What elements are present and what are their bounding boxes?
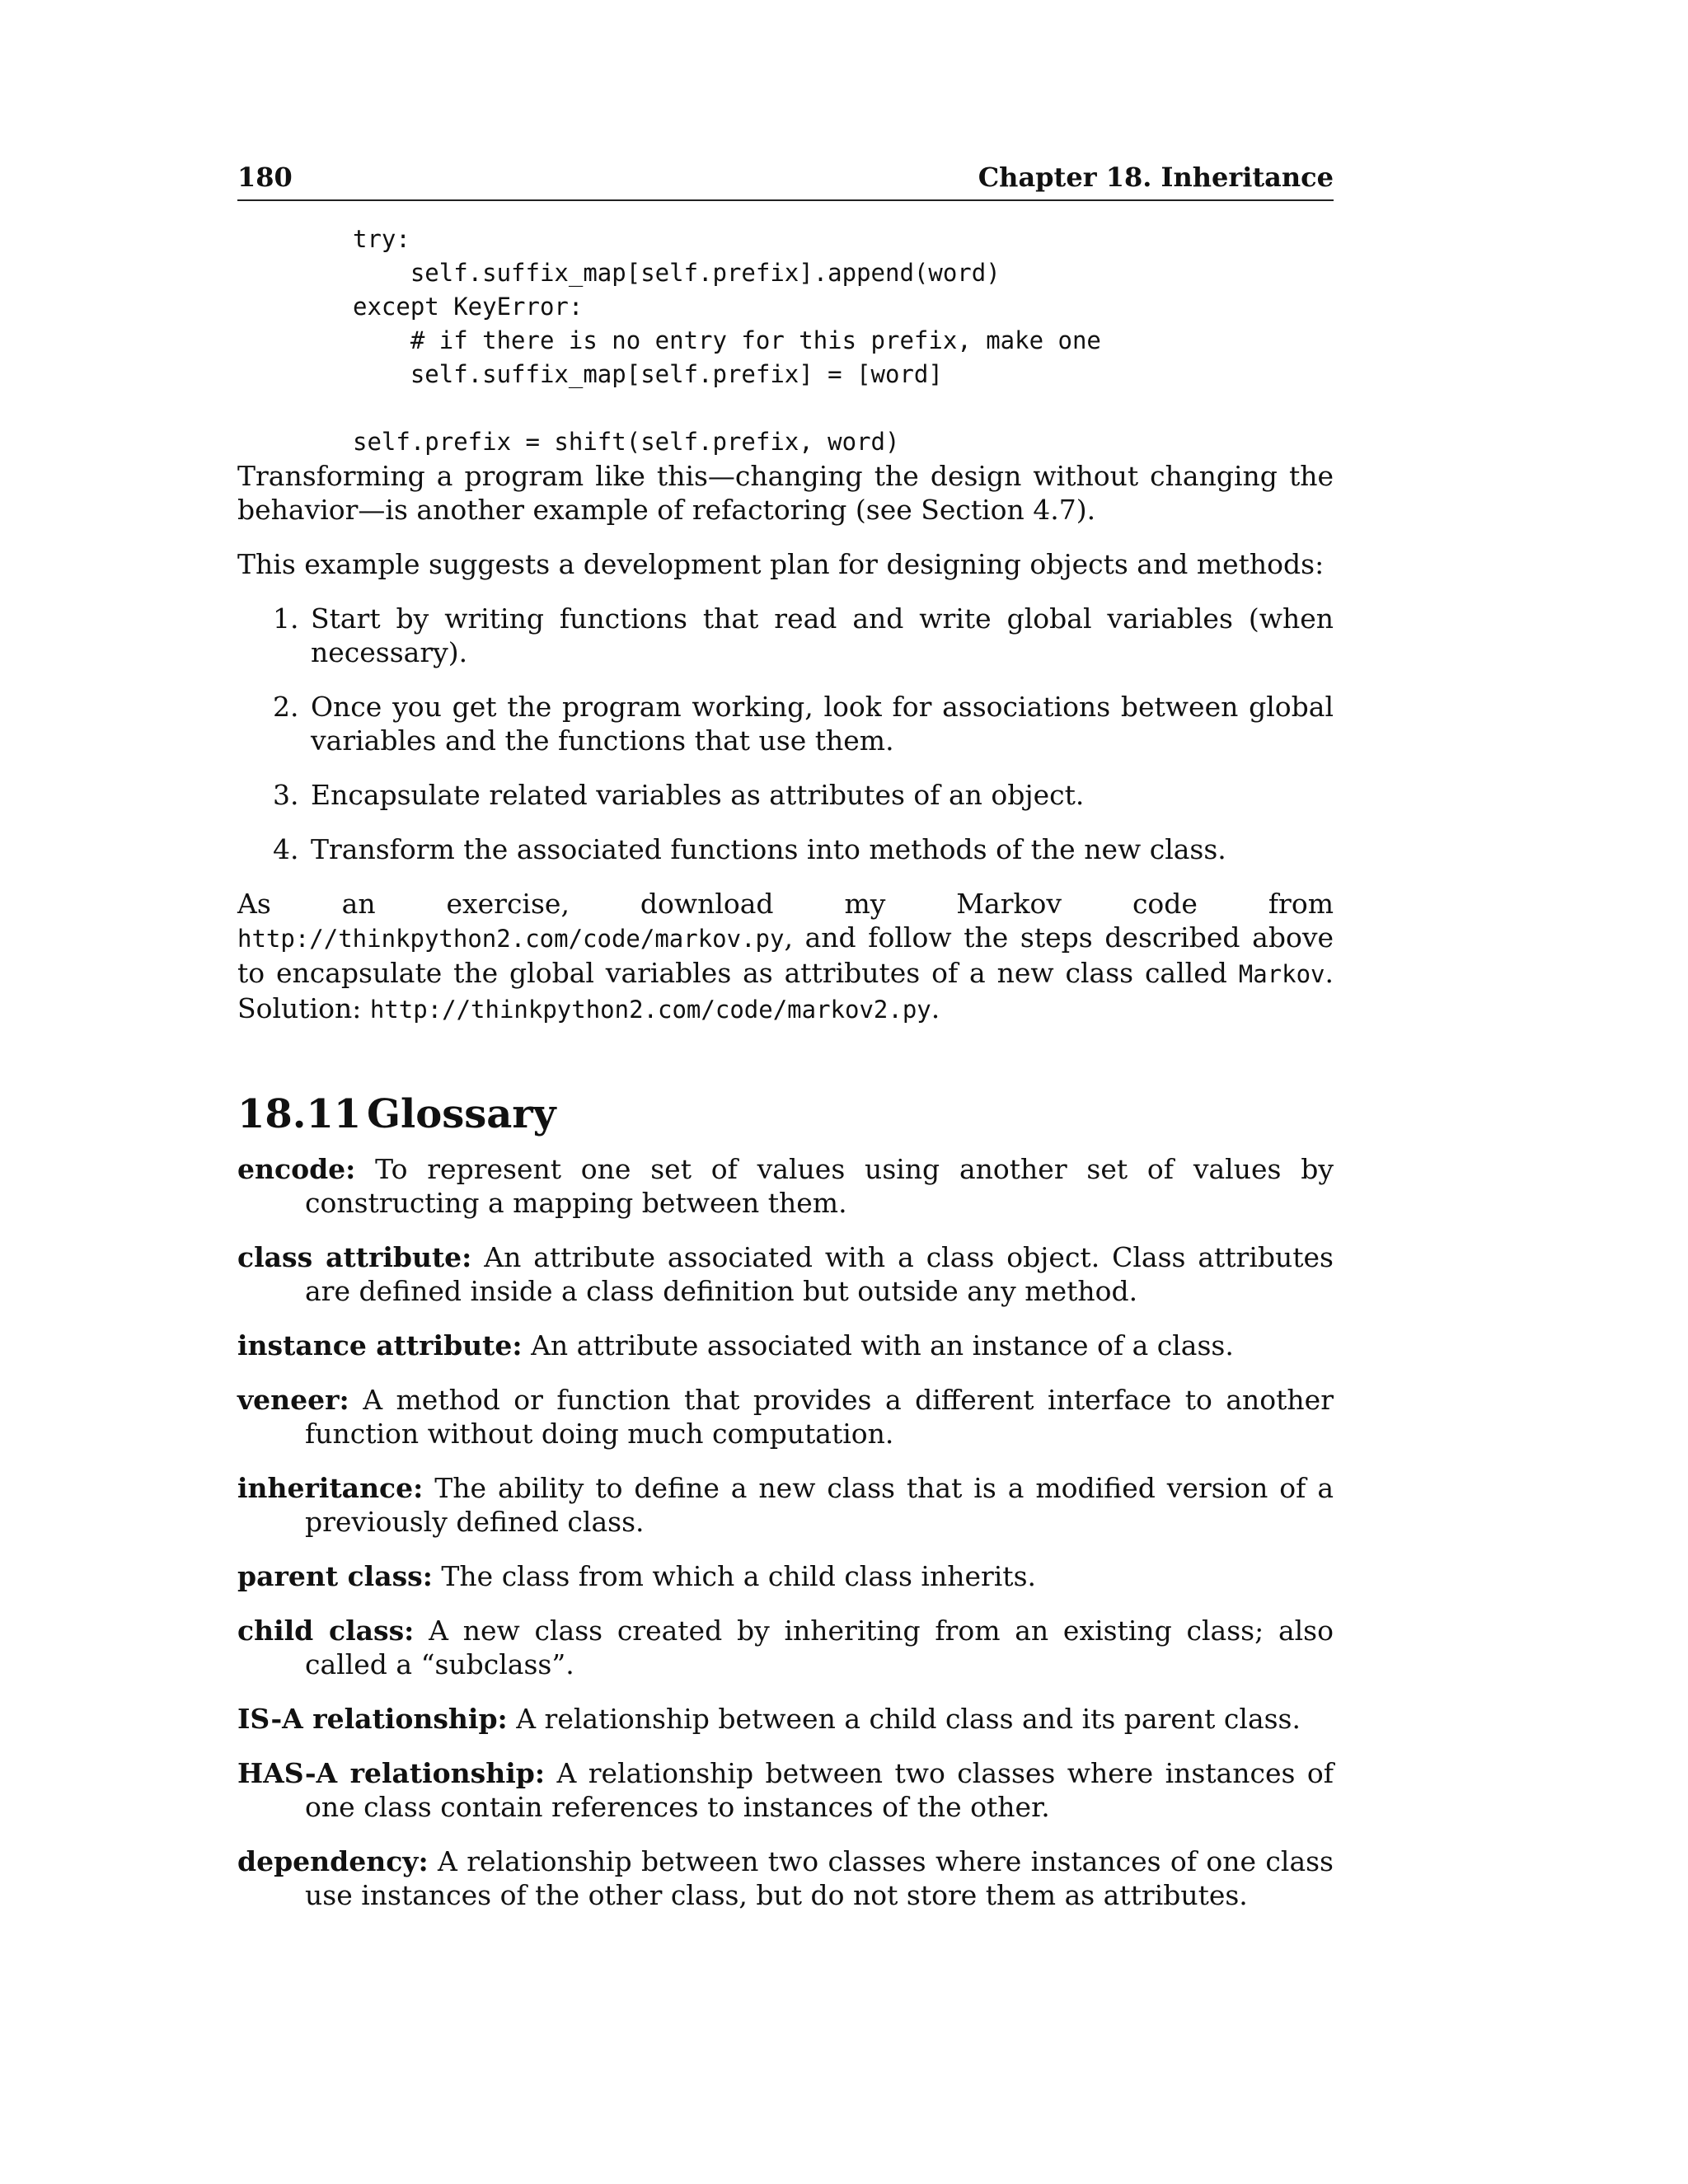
page-number: 180 [237, 162, 293, 193]
glossary-entry [237, 1329, 1334, 1362]
glossary-entry [237, 1559, 1334, 1593]
development-plan-list [237, 602, 1334, 866]
list-item: 3. Encapsulate related variables as attributes of an object. [307, 778, 1334, 812]
glossary-definition: An attribute associated with an instance of a class. [531, 1329, 1234, 1361]
exercise-text: As an exercise, download my Markov code from [237, 888, 1334, 920]
paragraph-refactoring: Transforming a program like this—changing the design without changing the behavior—is another example of refactoring (see Section 4.7). [237, 460, 1334, 526]
code-line: self.suffix_map[self.prefix] = [word] [353, 360, 943, 388]
code-line: self.prefix = shift(self.prefix, word) [353, 428, 900, 456]
glossary-term: dependency: [237, 1845, 429, 1877]
glossary-term: class attribute: [237, 1241, 472, 1273]
code-line: try: [353, 225, 410, 253]
glossary-term: instance attribute: [237, 1329, 523, 1361]
section-title: Glossary [367, 1091, 556, 1137]
glossary-definition: The class from which a child class inherits. [441, 1560, 1036, 1592]
markov-code-link[interactable]: http://thinkpython2.com/code/markov.py [237, 925, 785, 953]
class-name-code: Markov [1238, 960, 1325, 988]
paragraph-exercise [237, 887, 1334, 1027]
glossary-definition: To represent one set of values using another set of values by constructing a mapping between them. [305, 1153, 1334, 1219]
book-page [237, 161, 1334, 1933]
list-item: 1. Start by writing functions that read and write global variables (when necessary). [307, 602, 1334, 669]
glossary-term: inheritance: [237, 1472, 424, 1504]
exercise-text: , and follow the steps described above to encapsulate the global variables as attributes of a new class called [237, 921, 1334, 989]
paragraph-plan-intro: This example suggests a development plan for designing objects and methods: [237, 548, 1325, 580]
glossary-term: child class: [237, 1615, 415, 1647]
glossary-term: encode: [237, 1153, 356, 1185]
glossary-definition: A relationship between two classes where instances of one class use instances of the other class, but do not store them as attributes. [305, 1845, 1334, 1911]
glossary-list [237, 1152, 1334, 1912]
solution-link[interactable]: http://thinkpython2.com/code/markov2.py [369, 996, 931, 1024]
exercise-text: . [931, 992, 940, 1024]
section-heading [237, 1091, 1334, 1137]
code-line: # if there is no entry for this prefix, make one [353, 326, 1101, 354]
glossary-definition: An attribute associated with a class object. Class attributes are defined inside a class definition but outside any method. [305, 1241, 1334, 1307]
list-item: 4. Transform the associated functions into methods of the new class. [307, 832, 1334, 866]
glossary-entry [237, 1614, 1334, 1681]
glossary-entry [237, 1844, 1334, 1912]
code-line: self.suffix_map[self.prefix].append(word) [353, 259, 1001, 287]
glossary-term: IS-A relationship: [237, 1703, 508, 1735]
exercise-text: . Solution: [237, 957, 1334, 1024]
glossary-term: parent class: [237, 1560, 433, 1592]
glossary-term: HAS-A relationship: [237, 1757, 546, 1789]
glossary-definition: A new class created by inheriting from an existing class; also called a “subclass”. [305, 1615, 1334, 1680]
glossary-definition: A relationship between two classes where instances of one class contain references to instances of the other. [305, 1757, 1334, 1823]
code-block [237, 223, 1334, 459]
list-item: 2. Once you get the program working, look for associations between global variables and the functions that use them. [307, 690, 1334, 757]
glossary-entry [237, 1756, 1334, 1824]
glossary-entry [237, 1702, 1334, 1736]
glossary-entry [237, 1152, 1334, 1220]
page-header [237, 161, 1334, 201]
glossary-entry [237, 1240, 1334, 1308]
code-line: except KeyError: [353, 293, 584, 321]
glossary-entry [237, 1383, 1334, 1451]
glossary-definition: The ability to define a new class that is a modified version of a previously defined class. [305, 1472, 1334, 1538]
section-number: 18.11 [237, 1091, 362, 1137]
glossary-definition: A relationship between a child class and its parent class. [516, 1703, 1301, 1735]
chapter-title: Chapter 18. Inheritance [978, 162, 1334, 193]
glossary-definition: A method or function that provides a different interface to another function without doing much computation. [305, 1384, 1334, 1450]
glossary-term: veneer: [237, 1384, 349, 1416]
glossary-entry [237, 1471, 1334, 1539]
